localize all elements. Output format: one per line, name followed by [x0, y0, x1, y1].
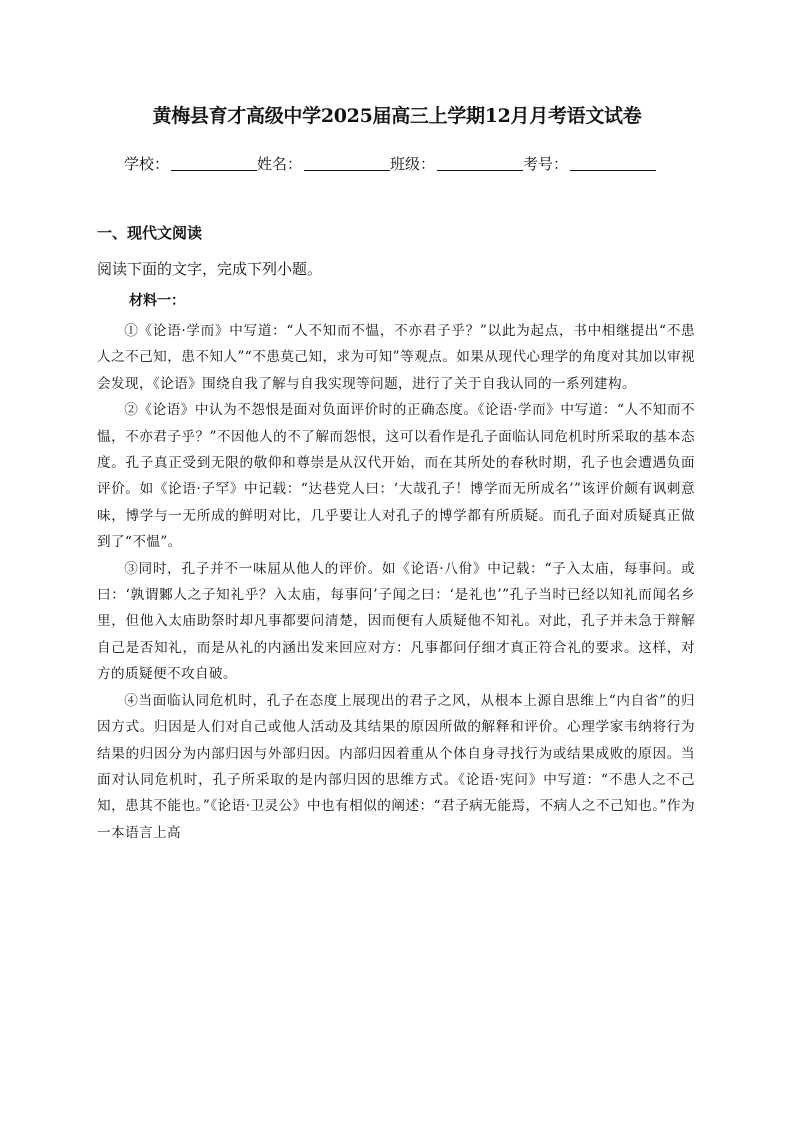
name-field: [257, 154, 390, 174]
student-info-row: [124, 152, 656, 174]
class-field: [390, 154, 523, 174]
material-label: 材料一：: [129, 293, 185, 309]
exam-number-label: 考号：: [523, 155, 569, 173]
section-heading: 一、现代文阅读: [97, 224, 203, 242]
exam-number-blank[interactable]: [570, 169, 656, 171]
passage-body: [97, 318, 695, 846]
class-label: 班级：: [390, 155, 436, 173]
paragraph-1: ①《论语·学而》中写道：“人不知而不愠，不亦君子乎？”以此为起点，书中相继提出“不患人之不己知，患不知人”“不患莫己知，求为可知”等观点。如果从现代心理学的角度对其加以审视会发现，《论语》围绕自我了解与自我实现等问题，进行了关于自我认同的一系列建构。: [97, 323, 695, 392]
school-label: 学校：: [124, 155, 170, 173]
paragraph-4: ④当面临认同危机时，孔子在态度上展现出的君子之风，从根本上源自思维上“内自省”的归因方式。归因是人们对自己或他人活动及其结果的原因所做的解释和评价。心理学家韦纳将行为结果的归因分为内部归因与外部归因。内部归因着重从个体自身寻找行为或结果成败的原因。当面对认同危机时，孔子所采取的是内部归因的思维方式。《论语·宪问》中写道：“不患人之不己知，患其不能也。”《论语·卫灵公》中也有相似的阐述：“君子病无能焉，不病人之不己知也。”作为一本语言上高: [97, 692, 695, 841]
page-title: 黄梅县育才高级中学2025届高三上学期12月月考语文试卷: [152, 105, 642, 127]
school-field: [124, 154, 257, 174]
exam-number-field: [523, 154, 656, 174]
name-blank[interactable]: [304, 169, 390, 171]
paragraph-3: ③同时，孔子并不一味屈从他人的评价。如《论语·八佾》中记载：“子入太庙，每事问。或曰：‘孰谓鄹人之子知礼乎？入太庙，每事问’子闻之曰：‘是礼也’”孔子当时已经以知礼而闻名乡里，但他入太庙助祭时却凡事都要问清楚，因而便有人质疑他不知礼。对此，孔子并未急于辩解自己是否知礼，而是从礼的内涵出发来回应对方：凡事都问仔细才真正符合礼的要求。这样，对方的质疑便不攻自破。: [97, 560, 695, 683]
reading-instruction: 阅读下面的文字，完成下列小题。: [97, 260, 323, 278]
name-label: 姓名：: [257, 155, 303, 173]
school-blank[interactable]: [171, 169, 257, 171]
paragraph-2: ②《论语》中认为不怨恨是面对负面评价时的正确态度。《论语·学而》中写道：“人不知而不愠，不亦君子乎？”不因他人的不了解而怨恨，这可以看作是孔子面临认同危机时所采取的基本态度。孔子真正受到无限的敬仰和尊崇是从汉代开始，而在其所处的春秋时期，孔子也会遭遇负面评价。如《论语·子罕》中记载：“达巷党人曰：‘大哉孔子！博学而无所成名’”该评价颇有讽刺意味，博学与一无所成的鲜明对比，几乎要让人对孔子的博学都有所质疑。而孔子面对质疑真正做到了“不愠”。: [97, 402, 695, 551]
class-blank[interactable]: [437, 169, 523, 171]
